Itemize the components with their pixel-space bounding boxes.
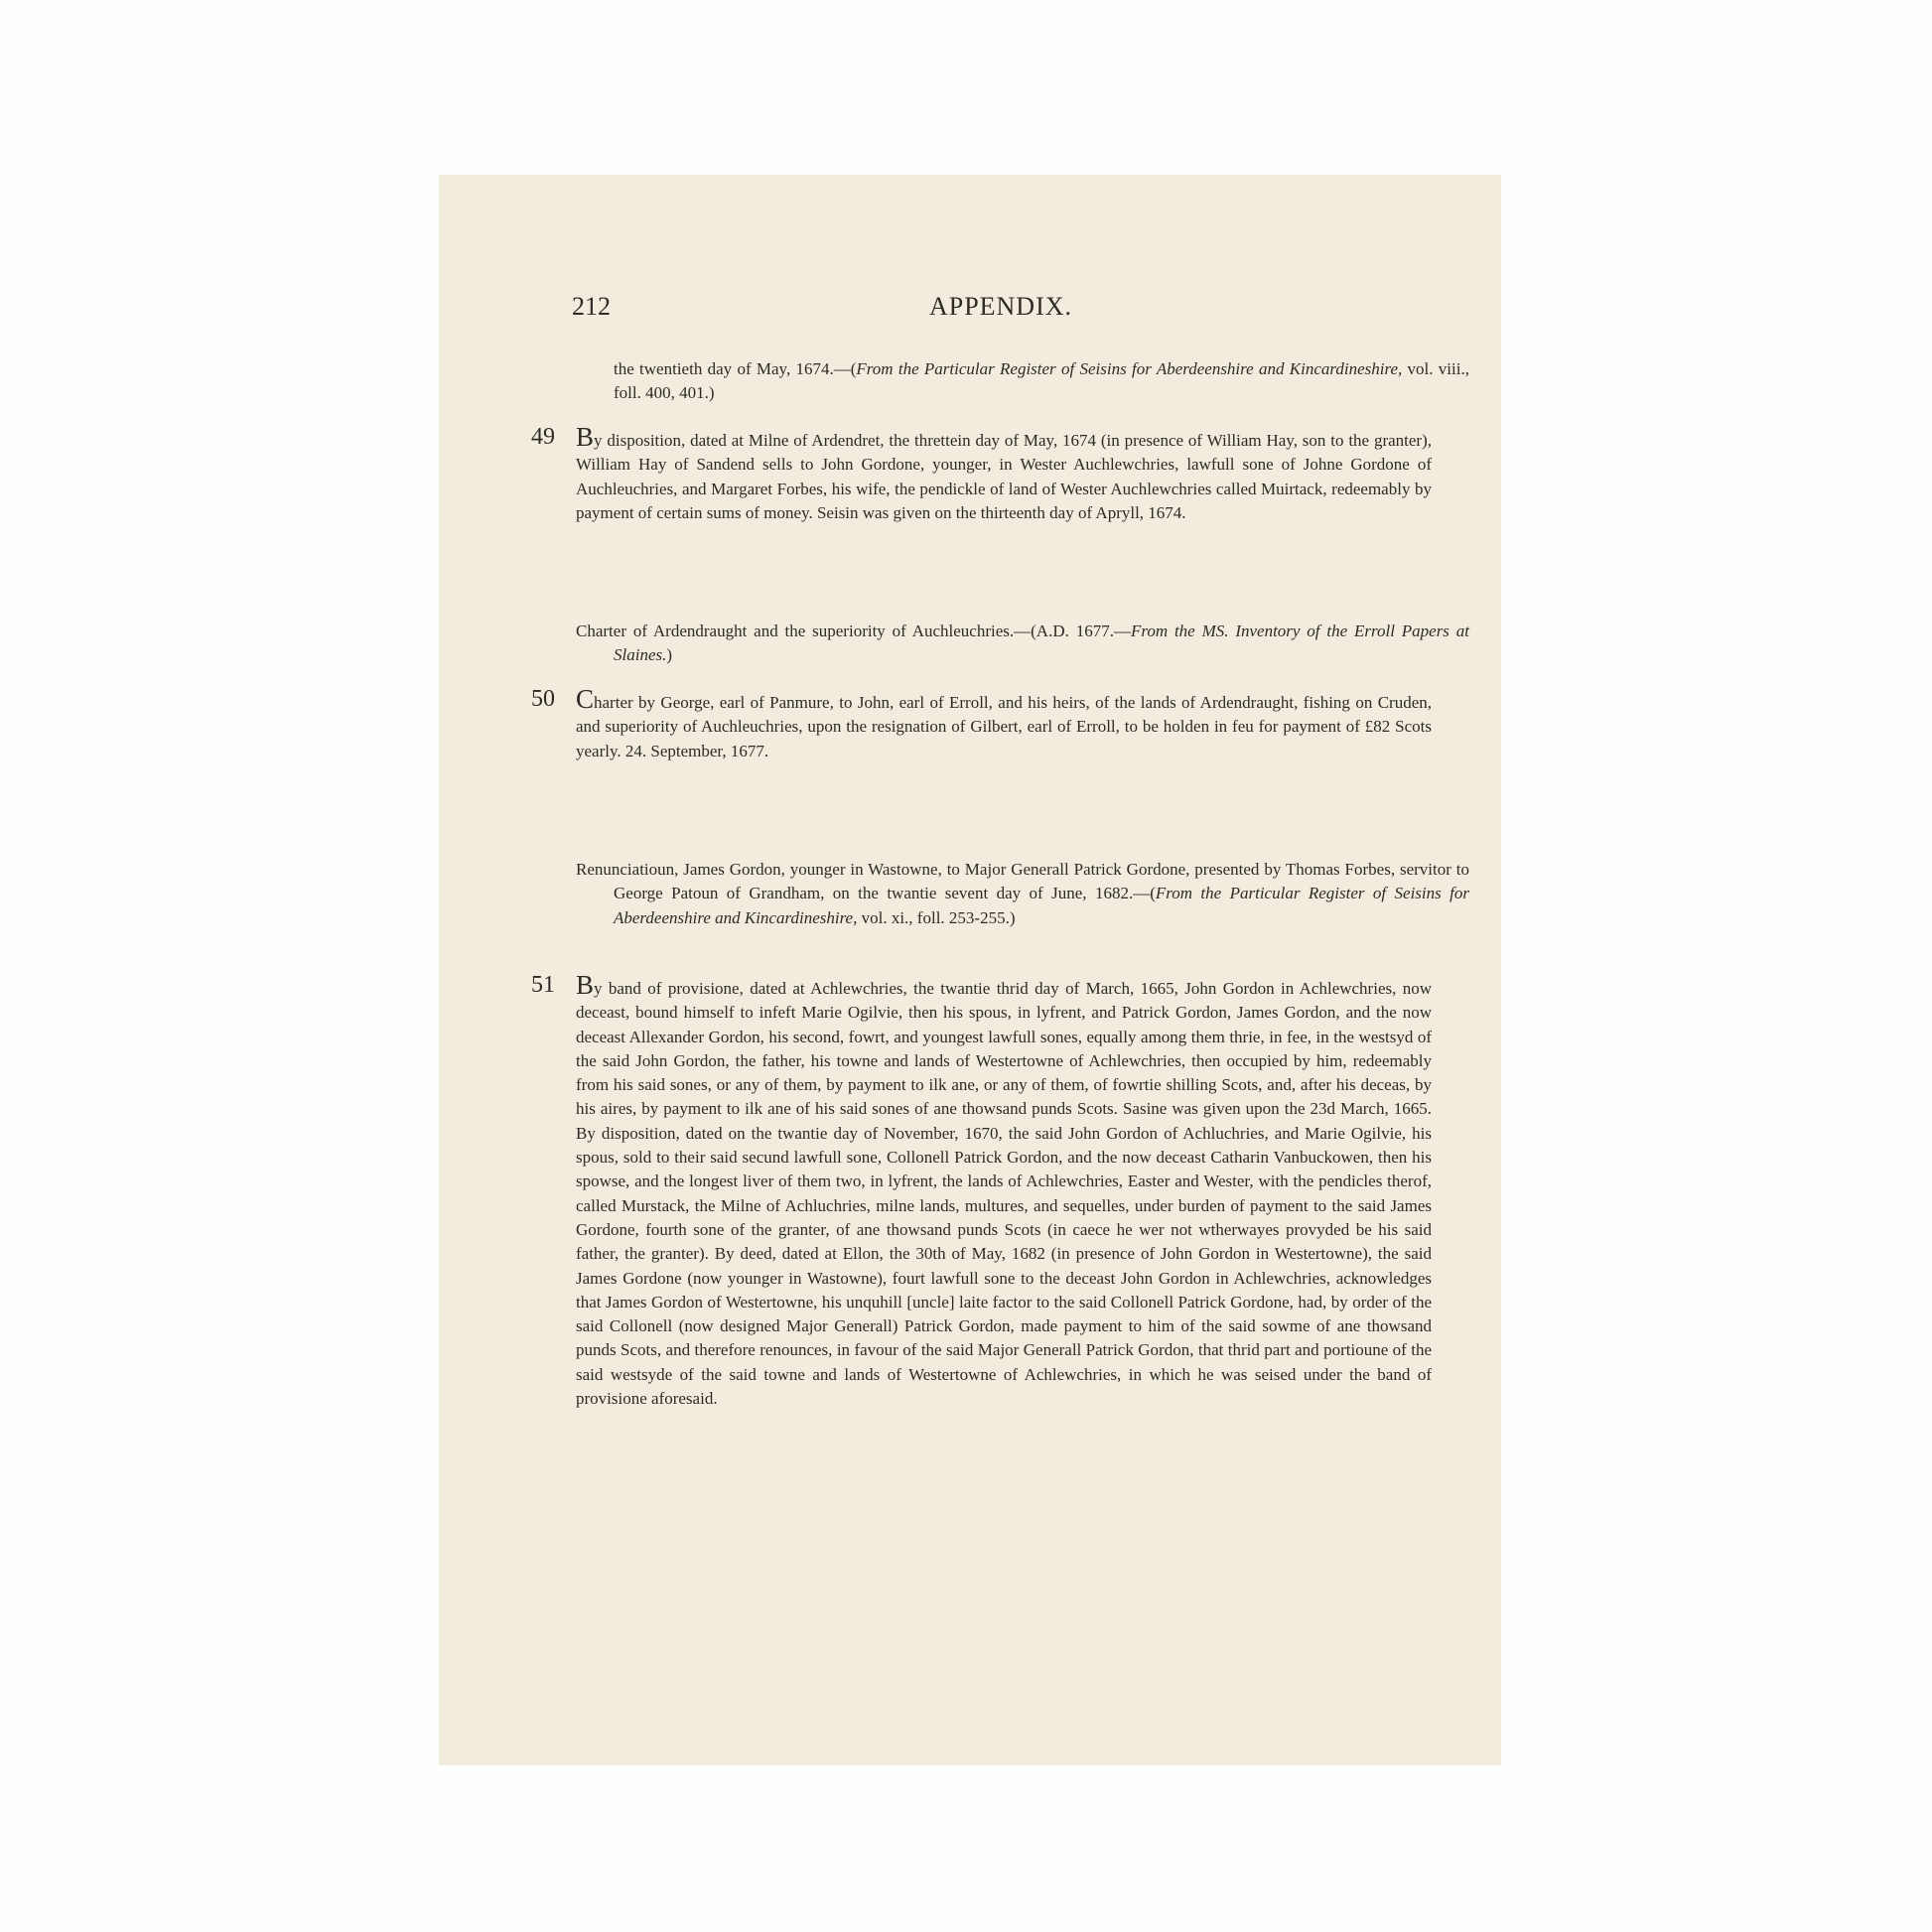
running-title: APPENDIX. <box>928 292 1073 321</box>
page-number: 212 <box>572 292 611 321</box>
entry-text: y disposition, dated at Milne of Ardendret, the threttein day of May, 1674 (in presence of William Hay, son to the granter), William Hay of Sandend sells to John Gordone, younger, in Wester Auchlewchries, lawfull sone of Johne Gordone of Auchleuchries, and Margaret Forbes, his wife, the pendickle of land of Wester Auchlewchries called Muirtack, redeemably by payment of certain sums of money. Seisin was given on the thirteenth day of Apryll, 1674. <box>576 431 1432 522</box>
heading-text-end: ) <box>666 645 673 665</box>
heading-source: From the Particular Register of Seisins for Aberdeenshire and Kincardineshire, <box>614 884 1470 927</box>
entry-50 <box>531 684 1432 763</box>
page-header <box>572 292 1430 332</box>
heading-text: Charter of Ardendraught and the superiority of Auchleuchries.—(A.D. 1677.— <box>576 621 1131 640</box>
entry-49 <box>531 422 1432 525</box>
book-page <box>439 175 1501 1765</box>
heading-text: Renunciatioun, James Gordon, younger in Wastowne, to Major Generall Patrick Gordone, presented by Thomas Forbes, servitor to George Patoun of Grandham, on the twantie sevent day of June, 1682.—( <box>576 860 1469 903</box>
heading-reference: vol. xi., foll. 253-255.) <box>857 907 1016 927</box>
entry-number: 49 <box>531 424 555 450</box>
heading-source: From the MS. Inventory of the Erroll Papers at Slaines. <box>614 621 1469 665</box>
entry-number: 51 <box>531 972 555 998</box>
continuation-text: the twentieth day of May, 1674.—( <box>614 359 857 378</box>
continuation-reference: vol. viii., foll. 400, 401.) <box>614 359 1469 403</box>
continuation-source: From the Particular Register of Seisins for Aberdeenshire and Kincardineshire, <box>856 359 1403 378</box>
entry-text: y band of provisione, dated at Achlewchries, the twantie thrid day of March, 1665, John Gordon in Achlewchries, now deceast, bound himself to infeft Marie Ogilvie, then his spous, in lyfrent, and Patrick Gordon, James Gordon, and the now deceast Allexander Gordon, his second, fowrt, and youngest lawfull sones, equally among them thrie, in fee, in the westsyd of the said John Gordon, the father, his towne and lands of Westertowne of Achlewchries, then occupied by him, redeemably from his said sones, or any of them, by payment to ilk ane, or any of them, of fowrtie shilling Scots, and, after his deceas, by his aires, by payment to ilk ane of his said sones of ane thowsand punds Scots. Sasine was given upon the 23d March, 1665. By disposition, dated on the twantie day of November, 1670, the said John Gordon of Achluchries, and Marie Ogilvie, his spous, sold to their said secund lawfull sone, Collonell Patrick Gordon, and the now deceast Catharin Vanbuckowen, then his spowse, and the longest liver of them two, in lyfrent, the lands of Achlewchries, Easter and Wester, with the pendicles therof, called Murstack, the Milne of Achluchries, milne lands, multures, and sequelles, under burden of payment to the said James Gordone, fourth sone of the granter, of ane thowsand punds Scots (in caece he wer not wtherwayes provyded be his said father, the granter). By deed, dated at Ellon, the 30th of May, 1682 (in presence of John Gordon in Westertowne), the said James Gordone (now younger in Wastowne), fourt lawfull sone to the deceast John Gordon in Achlewchries, acknowledges that James Gordon of Westertowne, his unquhill [uncle] laite factor to the said Collonell Patrick Gordone, had, by order of the said Collonell (now designed Major Generall) Patrick Gordon, made payment to him of the said sowme of ane thowsand punds Scots, and therefore renounces, in favour of the said Major Generall Patrick Gordon, that thrid part and portioune of the said westsyde of the said towne and lands of Westertowne of Achlewchries, in which he was seised under the band of provisione aforesaid. <box>576 979 1432 1409</box>
section-heading-50 <box>576 620 1469 668</box>
entry-51 <box>531 970 1432 1411</box>
entry-text: harter by George, earl of Panmure, to John, earl of Erroll, and his heirs, of the lands of Ardendraught, fishing on Cruden, and superiority of Auchleuchries, upon the resignation of Gilbert, earl of Erroll, to be holden in feu for payment of £82 Scots yearly. 24. September, 1677. <box>576 693 1432 760</box>
section-heading-51 <box>576 858 1469 930</box>
drop-initial: B <box>576 422 595 452</box>
entry-number: 50 <box>531 686 555 712</box>
continuation-paragraph <box>576 357 1469 406</box>
drop-initial: B <box>576 970 595 1000</box>
drop-initial: C <box>576 684 595 714</box>
